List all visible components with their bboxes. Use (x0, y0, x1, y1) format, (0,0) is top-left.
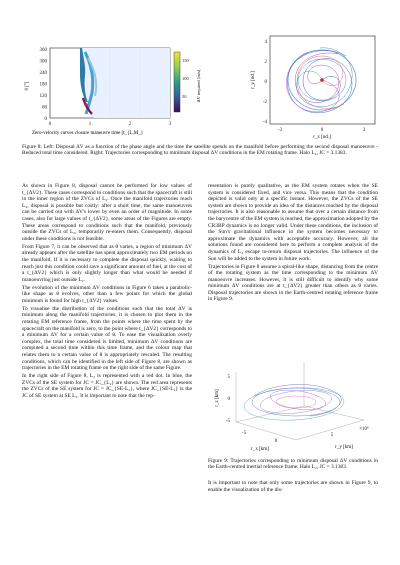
figure8-right-svg (248, 28, 388, 140)
fig8-xtick-0: 0 (48, 122, 52, 127)
fig9-ylabel: r_y [km] (335, 445, 353, 450)
figure9-plot (214, 362, 378, 454)
fig8-xtick-1: 1 (88, 122, 92, 127)
fig9-xtick-1: 0 (274, 439, 278, 444)
left-paragraph-4: To visualise the distribution of the conditions such that the total ΔV is minimum along the manifold trajectories, it is chosen to plot them in the rotating EM reference frame, from the points where the time spent by the spacecraft on the manifold is zero, to the point where t_{ΔV2} corresponds to a minimum ΔV for a certain value of θ. To ease the visualization overly complex, the total time considered is limited, minimum ΔV conditions are computed a second time within this time frame, and the colour map that relates them to a certain value of θ is appropriately rescaled. The resulting conditions, which can be identified in the left side of Figure 8, are shown as trajectories in the EM rotating frame on the right side of the same Figure. (22, 305, 192, 372)
fig8-cbar-label: ΔV required [m/s] (196, 69, 201, 103)
right-text-column-bottom (208, 480, 378, 495)
left-paragraph-1: As shown in Figure 8, disposal cannot be performed for low values of t_{ΔV2}. These cases correspond to conditions such that the spacecraft is still in the inner region of the ZVCs of L₂. Once the manifold trajectories reach L₂, disposal is possible but costly: after a short time, the same manoeuvres can be carried out with ΔV's lower by even an order of magnitude. In some cases, also for large values of t_{ΔV2}, some areas of the Figures are empty. These areas correspond to conditions such that the manifold, previously outside the ZVCs of L₂, temporarily re-enters them. Consequently, disposal under these conditions is not feasible. (22, 183, 192, 242)
fig8-l2-point (320, 78, 324, 82)
left-paragraph-5: In the right side of Figure 8, L₂ is represented with a red dot. In blue, the ZVCs of the SE system for JC = JC_{L₂} are shown. The red area represents the ZVCs of the SE system for JC = JC_{SE-L₂}, where JC_{SE-L₂} is the JC of SE system at SE L₂. It is important to note that the rep- (22, 373, 192, 399)
fig8-ylabel: θ [°] (25, 81, 30, 91)
fig9-xtick-3: ×10⁶ (359, 427, 369, 432)
fig8-xlabel: Zero-velocity curves closure maneuvre time [t_{L,M_} (32, 131, 144, 136)
fig9-ztick-0: 5 (227, 375, 230, 380)
fig9-xlabel: r_x [km] (251, 447, 269, 452)
right-paragraph-1: resentation is purely qualitative, as the EM system rotates when the SE system is considered fixed, and vice versa. This means that the condition depicted is valid only at a specific instant. However, the ZVCs of the SE system are shown to provide an idea of the distances reached by the disposal trajectories. It is also reasonable to assume that over a certain distance from the barycentre of the EM system is reached, the approximation adopted by the CR3BP dynamics is no longer valid. Under these conditions, the inclusion of the Sun's gravitational influence in the system becomes necessary to approximate the dynamics with acceptable accuracy. However, all the solutions found are considered here to perform a complete analysis of the dynamics of L₂ escape to-return disposal trajectories. The influence of the Sun will be added to the system in future work. (208, 183, 378, 262)
figure8-left-plot (22, 38, 217, 140)
fig8r-ytick-0: 4 (264, 40, 267, 45)
fig8r-xtick-0: -3 (277, 128, 283, 133)
fig8-ytick-1: 300 (39, 59, 47, 65)
fig8-cbar-tick-1: 100 (182, 76, 189, 81)
fig9-xtick-2: 5 (330, 433, 334, 438)
fig8-cbar-tick-2: 50 (182, 94, 187, 99)
fig9-ztick-2: -5 (225, 419, 230, 424)
fig8r-ylabel: r_y [nd.] (251, 71, 256, 89)
figure8-right-plot (248, 28, 388, 140)
fig8-cbar-tick-0: 150 (182, 58, 189, 63)
fig8r-xlabel: r_x [nd.] (313, 135, 331, 140)
left-paragraph-3: The evolution of the minimum ΔV conditions in Figure 6 takes a parabolic-like shape as θ evolves, other than a few points for which the global minimum is found for high t_{ΔV2} values. (22, 284, 192, 304)
fig9-zlabel: r_z [km] (215, 389, 220, 407)
figure9-svg (214, 362, 378, 454)
fig8r-ytick-2: 0 (264, 80, 267, 85)
fig8-ytick-2: 240 (39, 71, 47, 76)
figure8-left-svg (22, 38, 217, 140)
fig8-xtick-2: 2 (128, 122, 132, 127)
fig8r-ytick-1: 2 (264, 60, 267, 65)
right-paragraph-3: It is important to note that only some trajectories are shown in Figure 9, to enable the visualization of the dis- (208, 480, 378, 493)
right-text-column-top (208, 183, 378, 304)
left-text-column (22, 183, 192, 401)
fig8r-ytick-4: -4 (262, 120, 267, 125)
fig8-ytick-5: 60 (42, 105, 47, 111)
right-paragraph-2: Trajectories in Figure 8 assume a spiral-like shape, distancing from the centre of the rotating system as the time corresponding to the minimum ΔV manoeuvre increases. However, it is still difficult to identify why some minimum ΔV conditions are at t_{ΔV2} greater than others as θ varies. Disposal trajectories are shown in the Earth-centred rotating reference frame in Figure 9. (208, 263, 378, 303)
fig8-xtick-3: 3 (168, 122, 172, 127)
figure9-caption: Figure 9: Trajectories corresponding to minimum disposal ΔV conditions in the Earth-centred inertial reference frame. Halo L₂, JC = 3.1383. (208, 458, 378, 471)
fig8-ytick-6: 0 (44, 117, 47, 122)
fig8r-ytick-3: -2 (262, 100, 267, 105)
fig8-ytick-3: 180 (39, 82, 47, 88)
fig9-xtick-0: -5 (241, 431, 247, 436)
figure8-caption: Figure 8: Left: Disposal ΔV as a function of the phase angle and the time the satellite spends on the manifold before performing the second disposal manoeuvre - Reduced total time considered. Right: Trajectories corresponding to minimum disposal ΔV conditions in the EM rotating frame. Halo L₂, JC = 3.1383. (22, 144, 378, 157)
fig8-colorbar (174, 52, 180, 112)
fig8r-xtick-1: 0 (320, 128, 324, 133)
fig9-ztick-1: 0 (227, 397, 230, 402)
fig8-ytick-0: 360 (39, 48, 47, 53)
fig8r-xtick-2: 3 (362, 128, 366, 133)
fig8-ytick-4: 120 (39, 94, 47, 99)
left-paragraph-2: From Figure 7, it can be observed that as θ varies, a region of minimum ΔV already appears after the satellite has spent approximately two EM periods on the manifold. If it is necessary to complete the disposal quickly, waiting to reach just this condition could save a significant amount of fuel, at the cost of a t_{ΔV2} which is only slightly longer than what would be needed if manoeuvring just outside L₂. (22, 243, 192, 283)
